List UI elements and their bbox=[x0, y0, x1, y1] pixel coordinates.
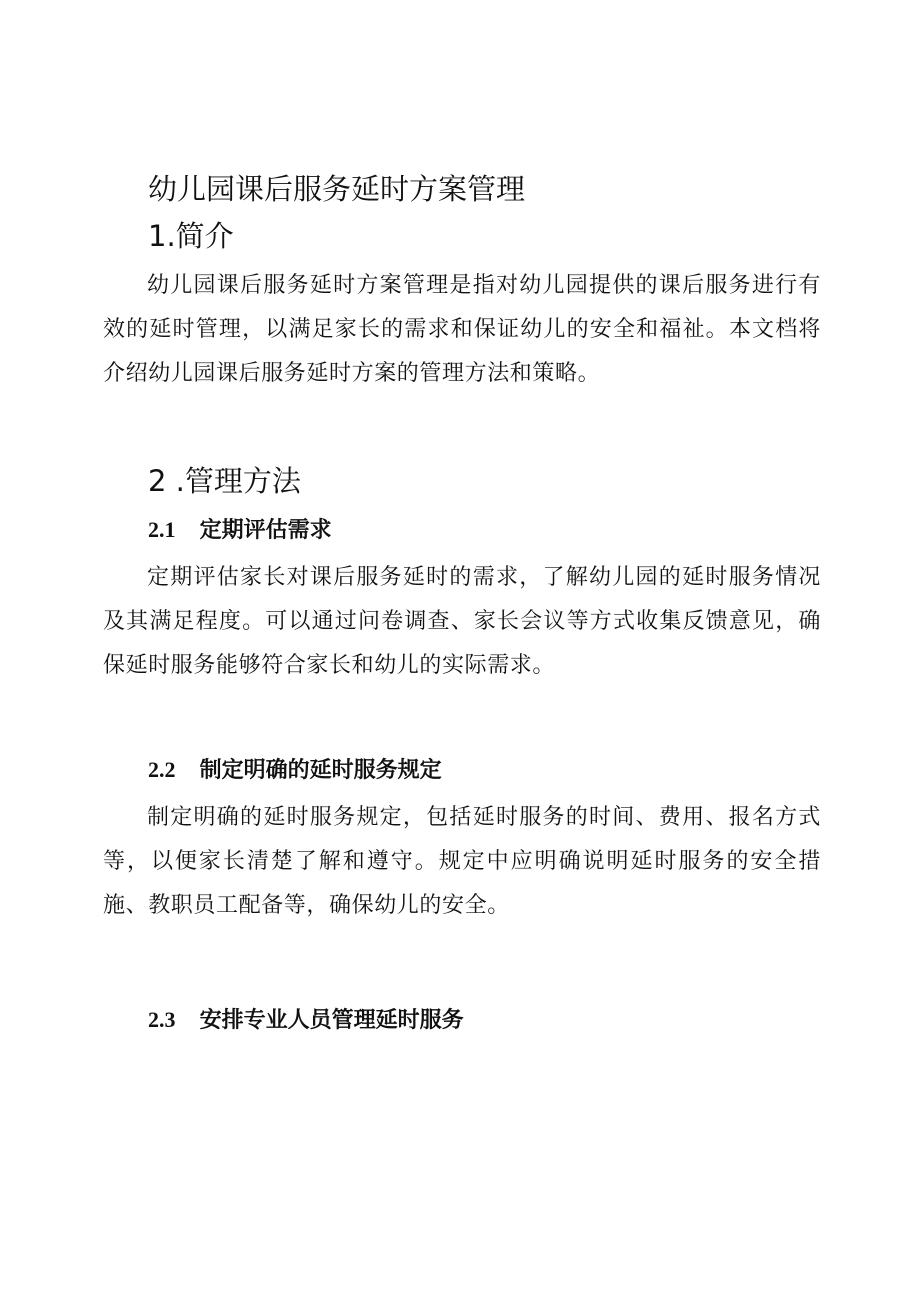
subsection-heading-2-3 bbox=[148, 1005, 464, 1036]
paragraph-2-1: 定期评估家长对课后服务延时的需求，了解幼儿园的延时服务情况及其满足程度。可以通过问卷调查、家长会议等方式收集反馈意见，确保延时服务能够符合家长和幼儿的实际需求。 bbox=[103, 565, 821, 678]
subsection-title: 制定明确的延时服务规定 bbox=[199, 758, 442, 783]
subsection-number: 2.3 bbox=[148, 1007, 176, 1032]
subsection-number: 2.2 bbox=[148, 757, 176, 782]
intro-paragraph: 幼儿园课后服务延时方案管理是指对幼儿园提供的课后服务进行有效的延时管理，以满足家长的需求和保证幼儿的安全和福祉。本文档将介绍幼儿园课后服务延时方案的管理方法和策略。 bbox=[103, 273, 821, 386]
paragraph-2-2: 制定明确的延时服务规定，包括延时服务的时间、费用、报名方式等，以便家长清楚了解和遵守。规定中应明确说明延时服务的安全措施、教职员工配备等，确保幼儿的安全。 bbox=[103, 805, 821, 918]
subsection-title: 安排专业人员管理延时服务 bbox=[199, 1008, 464, 1033]
section-heading-methods: 2 .管理方法 bbox=[148, 464, 301, 498]
section-heading-intro: 1.简介 bbox=[148, 219, 234, 253]
subsection-heading-2-1 bbox=[148, 515, 332, 546]
subsection-number: 2.1 bbox=[148, 517, 176, 542]
subsection-title: 定期评估需求 bbox=[199, 518, 332, 543]
subsection-heading-2-2 bbox=[148, 755, 442, 786]
document-title: 幼儿园课后服务延时方案管理 bbox=[148, 172, 526, 206]
